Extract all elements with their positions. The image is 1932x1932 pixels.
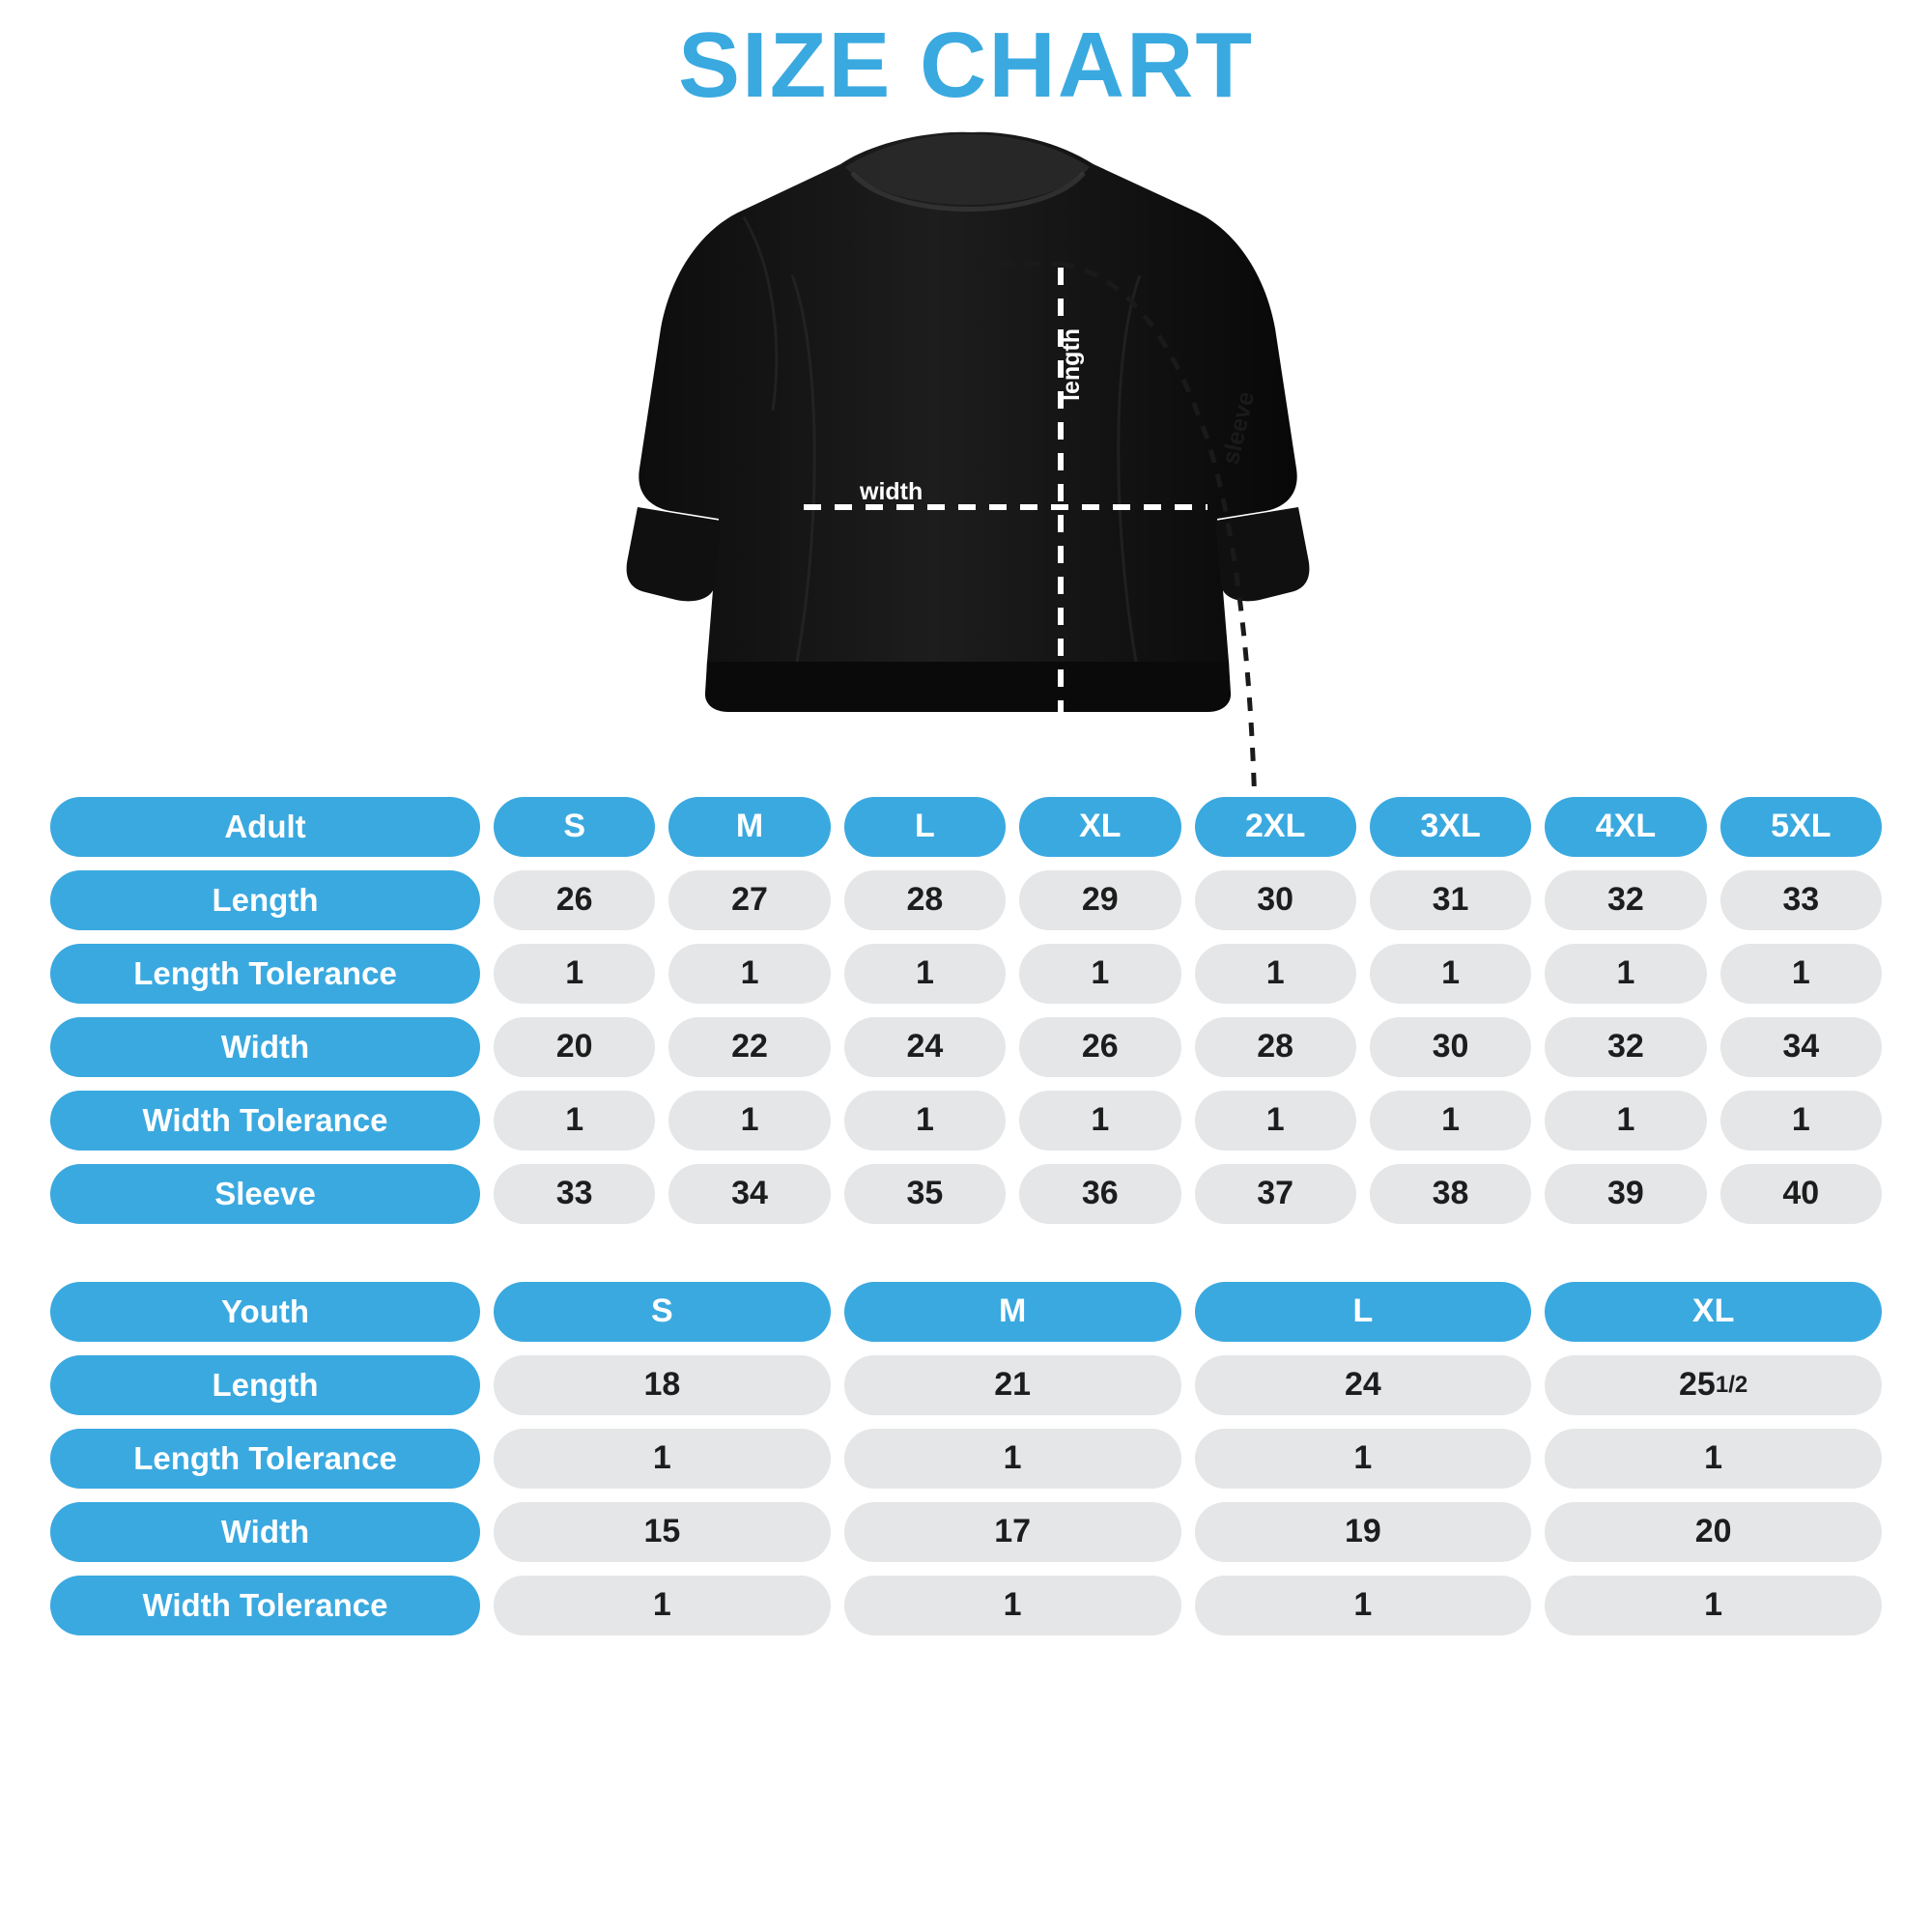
youth-col-xl: XL [1545, 1282, 1882, 1342]
cell-width-tol-m: 1 [668, 1091, 830, 1151]
garment-illustration [0, 121, 1932, 797]
cell-sleeve-4xl: 39 [1545, 1164, 1706, 1224]
cell-length-xl: 29 [1019, 870, 1180, 930]
cell-length-tol-4xl: 1 [1545, 944, 1706, 1004]
youth-cell-width-xl: 20 [1545, 1502, 1882, 1562]
cell-width-l: 24 [844, 1017, 1006, 1077]
table-row [50, 1164, 1882, 1224]
cell-length-tol-xl: 1 [1019, 944, 1180, 1004]
cell-length-3xl: 31 [1370, 870, 1531, 930]
label-sleeve: sleeve [1216, 388, 1261, 468]
cell-length-m: 27 [668, 870, 830, 930]
adult-col-xl: XL [1019, 797, 1180, 857]
cell-sleeve-s: 33 [494, 1164, 655, 1224]
cell-sleeve-xl: 36 [1019, 1164, 1180, 1224]
cell-width-tol-xl: 1 [1019, 1091, 1180, 1151]
table-row [50, 870, 1882, 930]
row-label-length-tolerance: Length Tolerance [50, 944, 480, 1004]
row-label-width: Width [50, 1017, 480, 1077]
youth-cell-width-s: 15 [494, 1502, 831, 1562]
cell-length-s: 26 [494, 870, 655, 930]
youth-cell-length-l: 24 [1195, 1355, 1532, 1415]
cell-width-xl: 26 [1019, 1017, 1180, 1077]
youth-cell-width-tol-xl: 1 [1545, 1576, 1882, 1635]
cell-sleeve-2xl: 37 [1195, 1164, 1356, 1224]
youth-size-table [0, 1282, 1932, 1635]
youth-cell-width-tol-m: 1 [844, 1576, 1181, 1635]
youth-col-m: M [844, 1282, 1181, 1342]
youth-cell-length-tol-m: 1 [844, 1429, 1181, 1489]
cell-width-m: 22 [668, 1017, 830, 1077]
youth-cell-length-xl: 25 1/2 [1545, 1355, 1882, 1415]
cell-width-tol-5xl: 1 [1720, 1091, 1882, 1151]
table-row [50, 1017, 1882, 1077]
cell-width-tol-2xl: 1 [1195, 1091, 1356, 1151]
row-label-sleeve: Sleeve [50, 1164, 480, 1224]
table-divider [0, 1237, 1932, 1282]
table-row [50, 1576, 1882, 1635]
table-row [50, 1355, 1882, 1415]
cell-length-2xl: 30 [1195, 870, 1356, 930]
cell-width-2xl: 28 [1195, 1017, 1356, 1077]
cell-length-5xl: 33 [1720, 870, 1882, 930]
adult-col-3xl: 3XL [1370, 797, 1531, 857]
cell-sleeve-5xl: 40 [1720, 1164, 1882, 1224]
table-row [50, 1091, 1882, 1151]
cell-length-tol-s: 1 [494, 944, 655, 1004]
adult-col-5xl: 5XL [1720, 797, 1882, 857]
youth-row-label-width-tolerance: Width Tolerance [50, 1576, 480, 1635]
youth-cell-length-tol-l: 1 [1195, 1429, 1532, 1489]
cell-width-s: 20 [494, 1017, 655, 1077]
adult-table-label: Adult [50, 797, 480, 857]
cell-width-tol-s: 1 [494, 1091, 655, 1151]
youth-cell-length-tol-xl: 1 [1545, 1429, 1882, 1489]
cell-length-l: 28 [844, 870, 1006, 930]
adult-col-l: L [844, 797, 1006, 857]
cell-sleeve-l: 35 [844, 1164, 1006, 1224]
cell-width-4xl: 32 [1545, 1017, 1706, 1077]
youth-cell-width-m: 17 [844, 1502, 1181, 1562]
youth-row-label-length: Length [50, 1355, 480, 1415]
youth-row-label-length-tolerance: Length Tolerance [50, 1429, 480, 1489]
label-length: length [1058, 327, 1085, 401]
table-row [50, 944, 1882, 1004]
youth-cell-width-l: 19 [1195, 1502, 1532, 1562]
cell-length-tol-m: 1 [668, 944, 830, 1004]
table-row [50, 1502, 1882, 1562]
youth-cell-width-tol-s: 1 [494, 1576, 831, 1635]
cell-length-tol-l: 1 [844, 944, 1006, 1004]
adult-col-s: S [494, 797, 655, 857]
adult-header-row [50, 797, 1882, 857]
adult-size-table [0, 797, 1932, 1224]
cell-width-5xl: 34 [1720, 1017, 1882, 1077]
youth-row-label-width: Width [50, 1502, 480, 1562]
cell-length-tol-5xl: 1 [1720, 944, 1882, 1004]
label-width: width [860, 477, 923, 505]
row-label-length: Length [50, 870, 480, 930]
cell-width-tol-4xl: 1 [1545, 1091, 1706, 1151]
youth-col-l: L [1195, 1282, 1532, 1342]
adult-col-2xl: 2XL [1195, 797, 1356, 857]
cell-sleeve-3xl: 38 [1370, 1164, 1531, 1224]
youth-cell-length-tol-s: 1 [494, 1429, 831, 1489]
cell-width-tol-3xl: 1 [1370, 1091, 1531, 1151]
table-row [50, 1429, 1882, 1489]
measurement-lines [0, 121, 1932, 797]
youth-cell-length-s: 18 [494, 1355, 831, 1415]
adult-col-4xl: 4XL [1545, 797, 1706, 857]
cell-length-tol-3xl: 1 [1370, 944, 1531, 1004]
cell-length-tol-2xl: 1 [1195, 944, 1356, 1004]
youth-header-row [50, 1282, 1882, 1342]
row-label-width-tolerance: Width Tolerance [50, 1091, 480, 1151]
youth-cell-width-tol-l: 1 [1195, 1576, 1532, 1635]
cell-width-3xl: 30 [1370, 1017, 1531, 1077]
cell-sleeve-m: 34 [668, 1164, 830, 1224]
adult-col-m: M [668, 797, 830, 857]
cell-width-tol-l: 1 [844, 1091, 1006, 1151]
youth-col-s: S [494, 1282, 831, 1342]
cell-length-4xl: 32 [1545, 870, 1706, 930]
youth-table-label: Youth [50, 1282, 480, 1342]
page-title: SIZE CHART [678, 14, 1254, 117]
youth-cell-length-m: 21 [844, 1355, 1181, 1415]
